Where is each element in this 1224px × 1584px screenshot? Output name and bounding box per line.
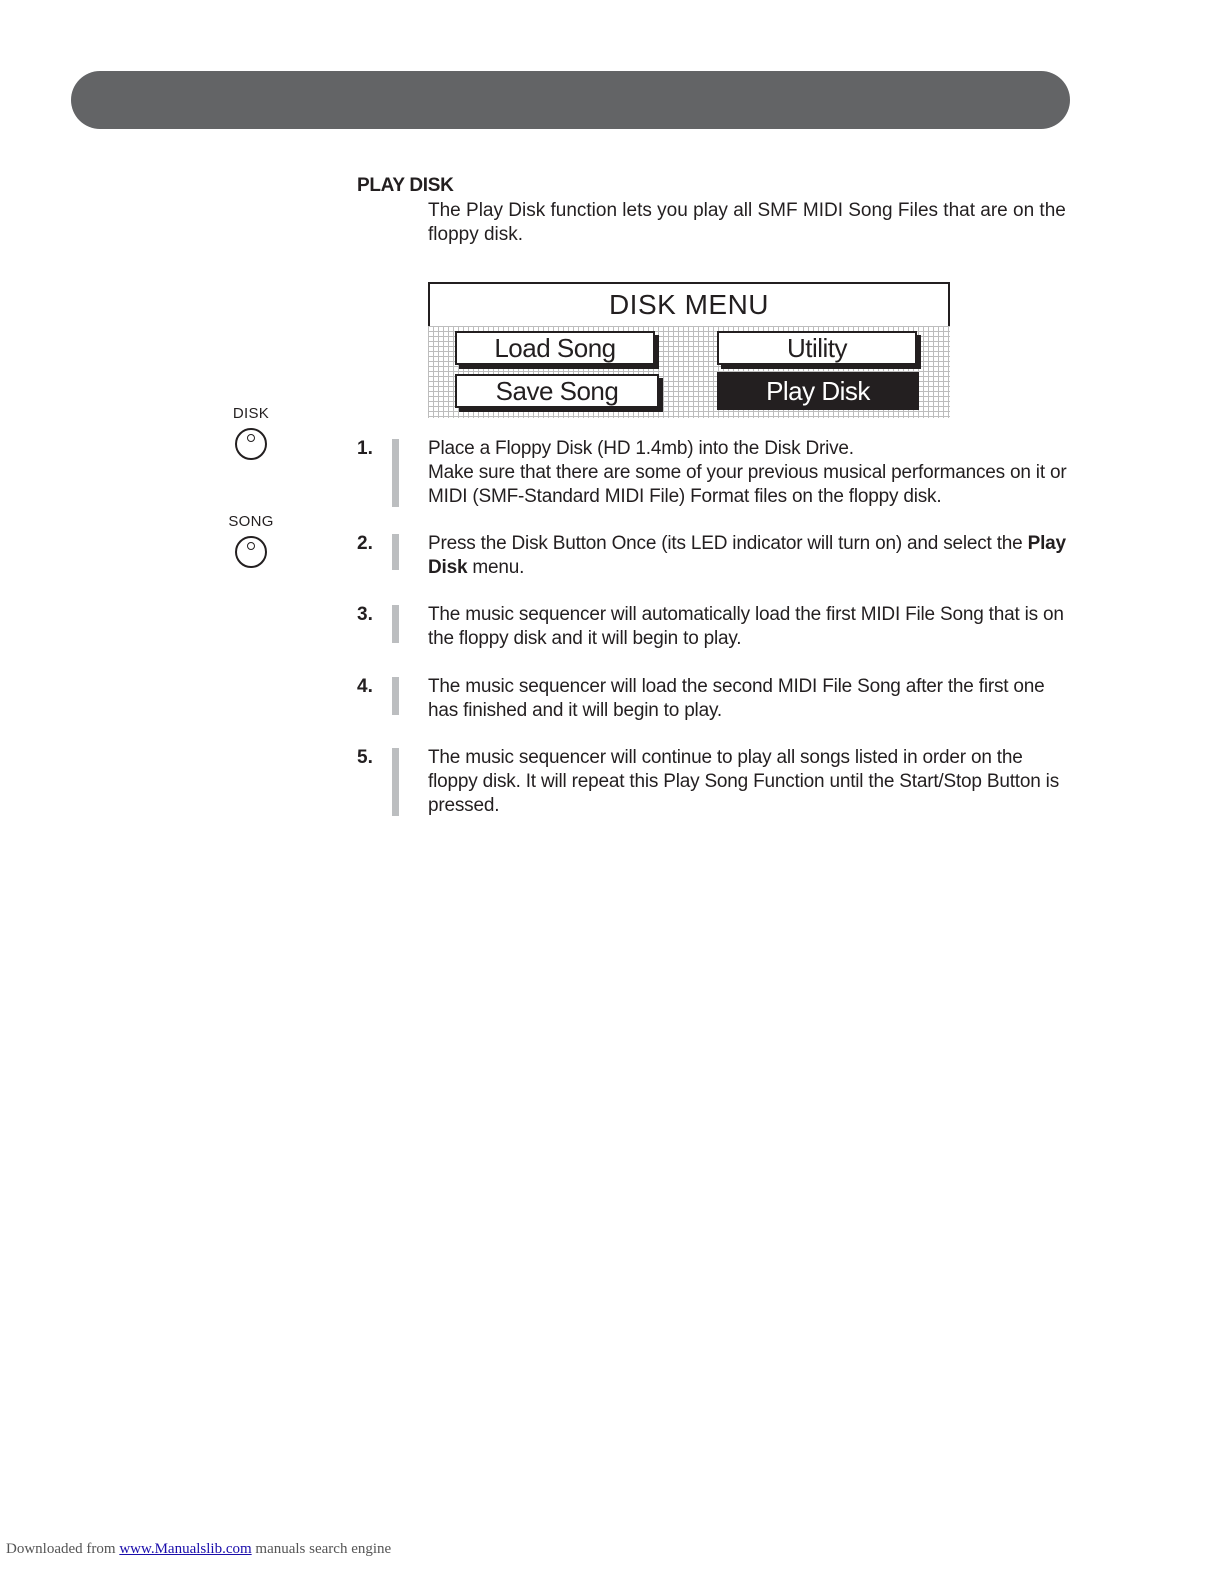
song-button-icon[interactable] [235,536,267,568]
led-indicator-icon [247,434,255,442]
step-marker-bar [392,748,399,816]
lcd-display [428,282,950,418]
step-text [428,437,1068,509]
disk-button[interactable] [221,405,281,460]
step-text-bold: Play Disk [428,533,1066,578]
section-intro: The Play Disk function lets you play all SMF MIDI Song Files that are on the floppy disk. [428,200,1066,245]
step-number: 5. [357,747,373,768]
manualslib-link[interactable]: www.Manualslib.com [119,1541,252,1557]
step-number: 2. [357,533,373,554]
step-text: The music sequencer will load the second MIDI File Song after the first one has finished and it will begin to play. [428,676,1045,721]
step-text [428,532,1068,580]
lcd-button-utility[interactable]: Utility [717,331,917,365]
song-button-label: SONG [228,513,274,530]
footer-prefix: Downloaded from [6,1541,120,1557]
lcd-button-save-song[interactable]: Save Song [455,374,659,408]
step-text: The music sequencer will automatically load the first MIDI File Song that is on the floppy disk and it will begin to play. [428,604,1064,649]
lcd-button-load-song[interactable]: Load Song [455,331,655,365]
step-text-line: Place a Floppy Disk (HD 1.4mb) into the Disk Drive. [428,438,854,459]
step-text-part: menu. [467,557,525,578]
step-marker-bar [392,439,399,507]
step-marker-bar [392,605,399,643]
lcd-button-play-disk[interactable]: Play Disk [717,372,919,410]
disk-button-icon[interactable] [235,428,267,460]
step-text-line: Make sure that there are some of your previous musical performances on it or MIDI (SMF-Standard MIDI File) Format files on the floppy disk. [428,462,1067,507]
header-bar [71,71,1070,129]
lcd-grid [428,326,950,418]
led-indicator-icon [247,542,255,550]
step-marker-bar [392,534,399,570]
step-text: The music sequencer will continue to play all songs listed in order on the floppy disk. It will repeat this Play Song Function until the Start/Stop Button is pressed. [428,747,1059,816]
section-title: PLAY DISK [357,175,454,196]
footer-suffix: manuals search engine [251,1541,392,1557]
lcd-title: DISK MENU [430,284,948,328]
song-button[interactable] [221,513,281,568]
footer [6,1541,391,1558]
step-number: 3. [357,604,373,625]
step-marker-bar [392,677,399,715]
step-text-part: Press the Disk Button Once (its LED indicator will turn on) and select the [428,533,1028,554]
step-number: 1. [357,438,373,459]
step-number: 4. [357,676,373,697]
disk-button-label: DISK [232,405,270,422]
